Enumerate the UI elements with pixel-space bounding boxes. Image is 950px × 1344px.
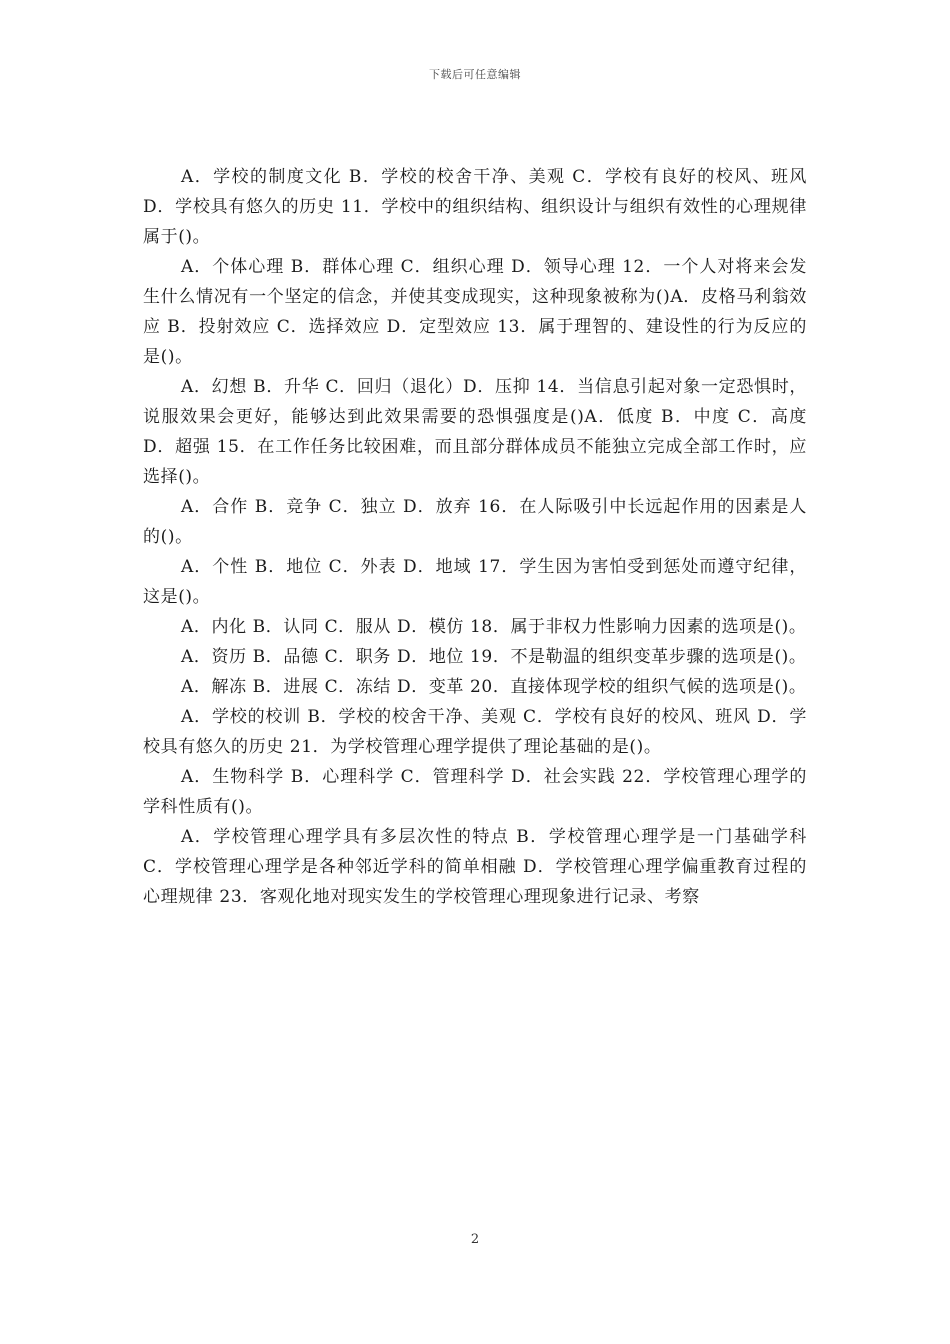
paragraph: A．生物科学 B．心理科学 C．管理科学 D．社会实践 22．学校管理心理学的学科性质有()。	[143, 767, 807, 817]
paragraph: A．合作 B．竞争 C．独立 D．放弃 16．在人际吸引中长远起作用的因素是人的()。	[143, 497, 807, 547]
paragraph: A．个性 B．地位 C．外表 D．地域 17．学生因为害怕受到惩处而遵守纪律，这是()。	[143, 557, 807, 607]
paragraph: A．解冻 B．进展 C．冻结 D．变革 20．直接体现学校的组织气候的选项是()。	[181, 677, 807, 697]
paragraph: A．内化 B．认同 C．服从 D．模仿 18．属于非权力性影响力因素的选项是()。	[181, 617, 807, 637]
paragraph: A．资历 B．品德 C．职务 D．地位 19．不是勒温的组织变革步骤的选项是()。	[181, 647, 807, 667]
paragraph: A．个体心理 B．群体心理 C．组织心理 D．领导心理 12．一个人对将来会发生什么情况有一个坚定的信念，并使其变成现实，这种现象被称为()A．皮格马利翁效应 B．投射效应 C．选择效应 D．定型效应 13．属于理智的、建设性的行为反应的是()。	[143, 257, 807, 367]
paragraph: A．学校的校训 B．学校的校舍干净、美观 C．学校有良好的校风、班风 D．学校具有悠久的历史 21．为学校管理心理学提供了理论基础的是()。	[143, 707, 807, 757]
paragraph: A．幻想 B．升华 C．回归（退化）D．压抑 14．当信息引起对象一定恐惧时，说服效果会更好，能够达到此效果需要的恐惧强度是()A．低度 B．中度 C．高度 D．超强 15．在工作任务比较困难，而且部分群体成员不能独立完成全部工作时，应选择()。	[143, 377, 807, 487]
document-body	[143, 162, 807, 912]
page-header: 下载后可任意编辑	[429, 68, 521, 81]
paragraph: A．学校管理心理学具有多层次性的特点 B．学校管理心理学是一门基础学科 C．学校管理心理学是各种邻近学科的简单相融 D．学校管理心理学偏重教育过程的心理规律 23．客观化地对现实发生的学校管理心理现象进行记录、考察	[143, 827, 807, 907]
page-number: 2	[470, 1232, 480, 1247]
paragraph: A．学校的制度文化 B．学校的校舍干净、美观 C．学校有良好的校风、班风 D．学校具有悠久的历史 11．学校中的组织结构、组织设计与组织有效性的心理规律属于()。	[143, 167, 807, 247]
